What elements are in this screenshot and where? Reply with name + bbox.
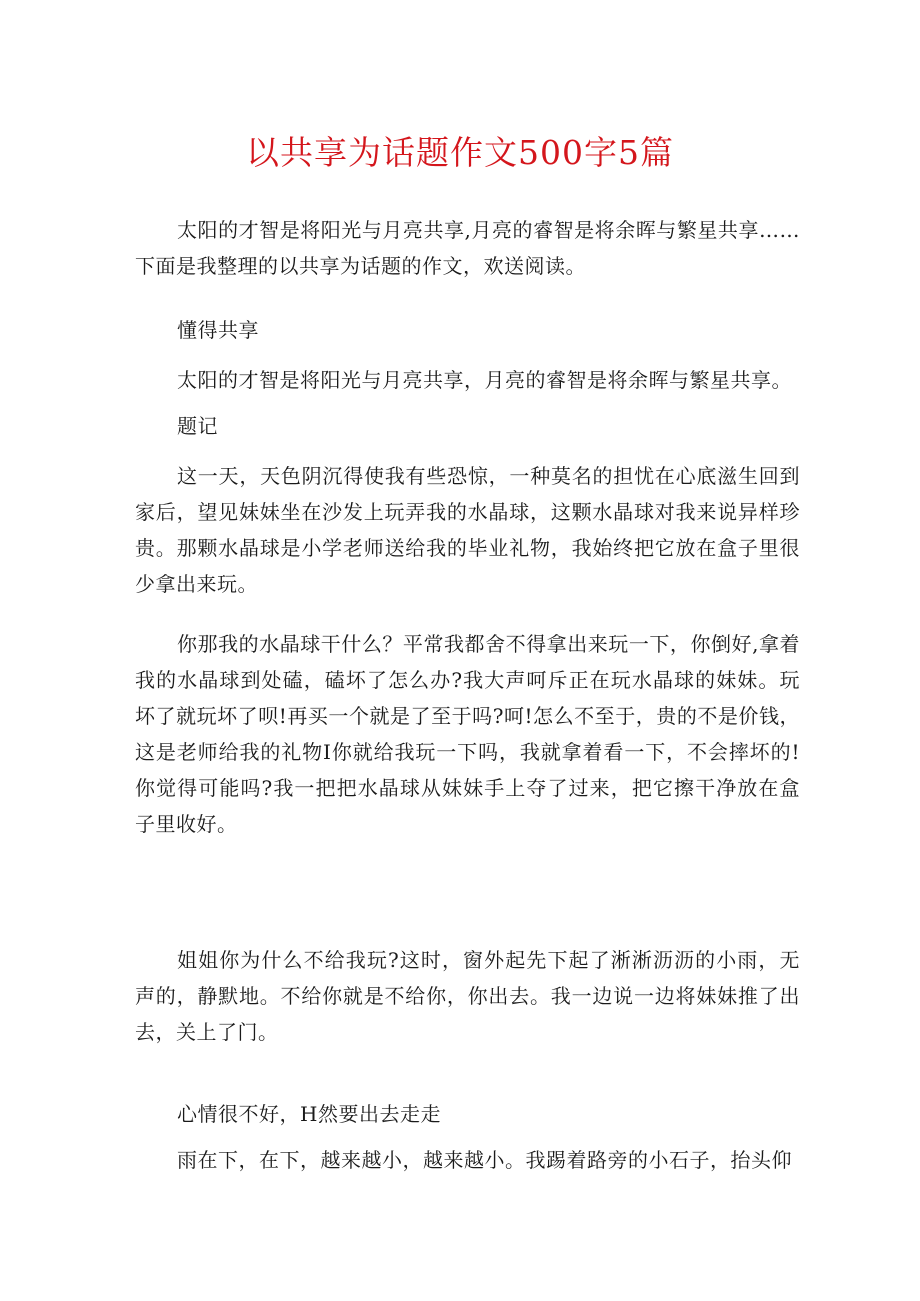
paragraph-tiji: 题记 [177,414,218,438]
paragraph-story-4: 心情很不好，H然要出去走走 [177,1102,441,1126]
paragraph-story-1: 这一天，天色阴沉得使我有些恐惊，一种莫名的担忧在心底滋生回到家后，望见妹妹坐在沙发上玩弄我的水晶球，这颗水晶球对我来说异样珍贵。那颗水晶球是小学老师送给我的毕业礼物，我始终把它放在盒子里很少拿出来玩。 [135,464,800,596]
paragraph-story-3: 姐姐你为什么不给我玩?这时，窗外起先下起了淅淅沥沥的小雨，无声的，静默地。不给你就是不给你，你出去。我一边说一边将妹妹推了出去，关上了门。 [135,948,800,1044]
paragraph-intro: 太阳的才智是将阳光与月亮共享,月亮的睿智是将余晖与繁星共享……下面是我整理的以共享为话题的作文，欢送阅读。 [135,218,800,278]
paragraph-story-2: 你那我的水晶球干什么？平常我都舍不得拿出来玩一下，你倒好,拿着我的水晶球到处磕，磕坏了怎么办?我大声呵斥正在玩水晶球的妹妹。玩坏了就玩坏了呗!再买一个就是了至于吗?呵!怎么不至于，贵的不是价钱，这是老师给我的礼物I你就给我玩一下吗，我就拿着看一下，不会摔坏的!你觉得可能吗?我一把把水晶球从妹妹手上夺了过来，把它擦干净放在盒子里收好。 [135,632,800,836]
paragraph-quote: 太阳的才智是将阳光与月亮共享，月亮的睿智是将余晖与繁星共享。 [177,368,792,392]
paragraph-story-5: 雨在下，在下，越来越小，越来越小。我踢着路旁的小石子，抬头仰 [177,1148,792,1172]
paragraph-heading-dongde: 懂得共享 [177,318,259,342]
document-title: 以共享为话题作文500字5篇 [246,133,674,172]
